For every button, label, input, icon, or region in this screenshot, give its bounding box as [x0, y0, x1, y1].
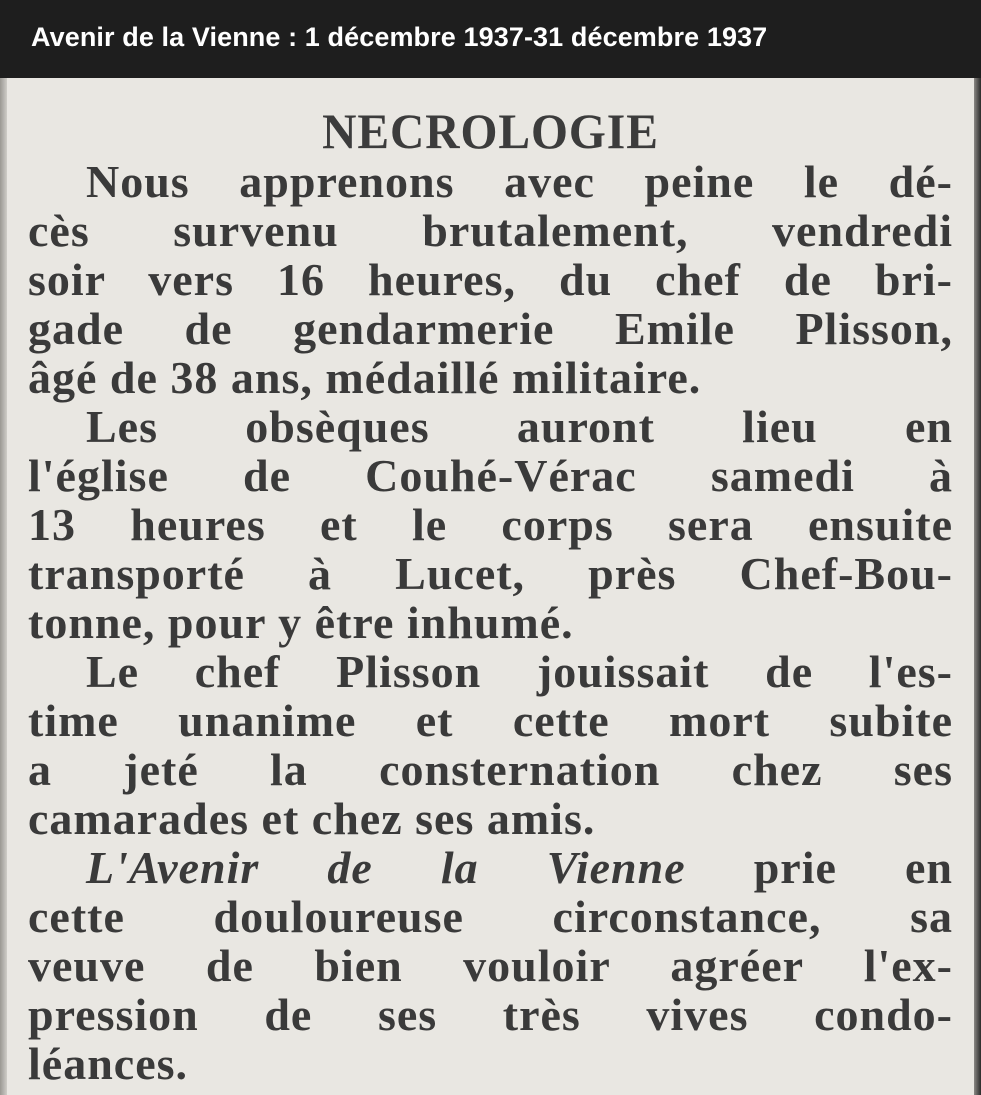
title-bar — [0, 0, 981, 78]
article-line: time unanime et cette mort subite — [28, 695, 953, 746]
article-line: pression de ses très vives condo- — [28, 989, 953, 1040]
article-line: cette douloureuse circonstance, sa — [28, 891, 953, 942]
article-line: Le chef Plisson jouissait de l'es- — [86, 646, 953, 697]
article-line-with-newspaper-name — [86, 843, 953, 892]
article-line: Les obsèques auront lieu en — [86, 401, 953, 452]
article-line: l'église de Couhé-Vérac samedi à — [28, 450, 953, 501]
article-line: camarades et chez ses amis. — [28, 793, 596, 844]
article-heading: NECROLOGIE — [322, 103, 659, 159]
article-line: âgé de 38 ans, médaillé militaire. — [28, 352, 702, 403]
article-line: veuve de bien vouloir agréer l'ex- — [28, 940, 953, 991]
article-line: tonne, pour y être inhumé. — [28, 597, 574, 648]
article-line: 13 heures et le corps sera ensuite — [28, 499, 953, 550]
article-line: cès survenu brutalement, vendredi — [28, 205, 953, 256]
article-line: gade de gendarmerie Emile Plisson, — [28, 303, 953, 354]
newspaper-clipping — [0, 78, 981, 1095]
article-line: soir vers 16 heures, du chef de bri- — [28, 254, 953, 305]
newspaper-name: L'Avenir de la Vienne — [86, 842, 686, 893]
article-line: Nous apprenons avec peine le dé- — [86, 156, 953, 207]
article-line-tail: prie en — [753, 842, 954, 893]
article-line: transporté à Lucet, près Chef-Bou- — [28, 548, 953, 599]
document-title: Avenir de la Vienne : 1 décembre 1937-31 décembre 1937 — [31, 21, 768, 52]
article-line: léances. — [28, 1038, 189, 1089]
article-line: a jeté la consternation chez ses — [28, 744, 953, 795]
